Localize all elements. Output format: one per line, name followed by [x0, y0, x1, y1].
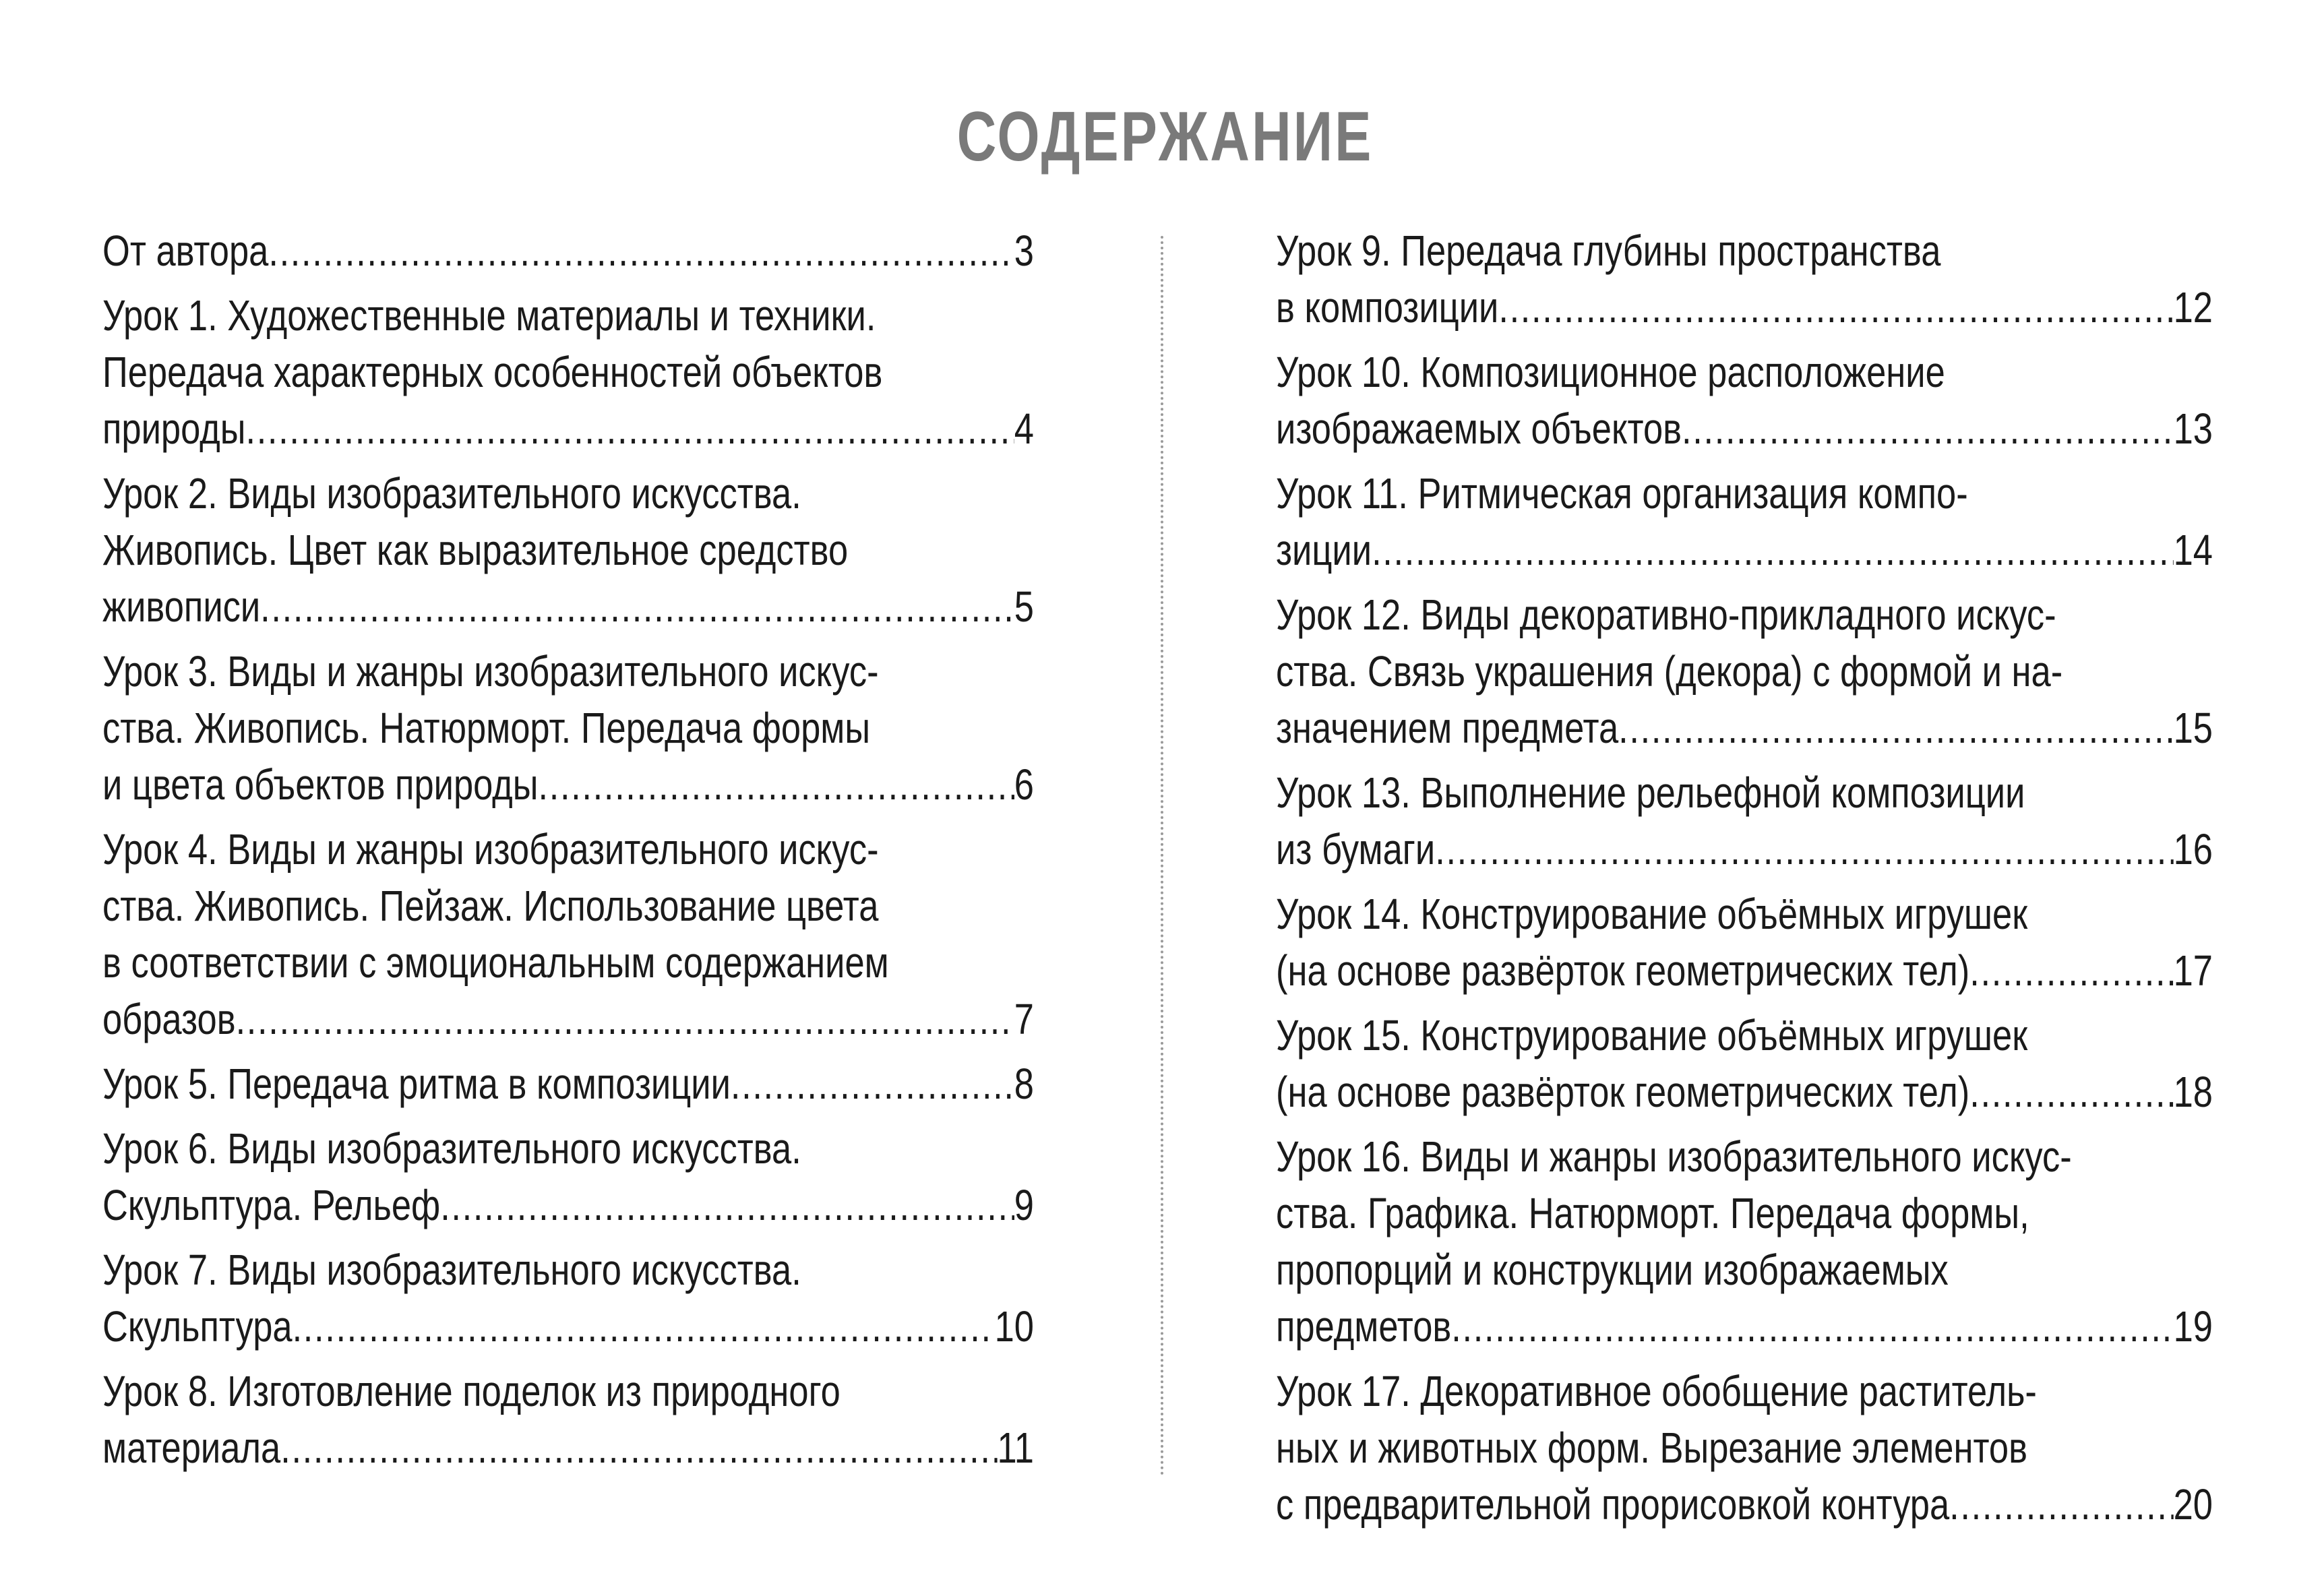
toc-entry-line: Урок 10. Композиционное расположение: [1276, 348, 1945, 396]
toc-entry-line: Передача характерных особенностей объектов: [102, 348, 883, 396]
dot-leader: [236, 991, 1014, 1047]
toc-entry-text: значением предмета: [1276, 704, 1619, 752]
toc-entry-line: Живопись. Цвет как выразительное средство: [102, 526, 849, 574]
dot-leader: [1435, 821, 2173, 878]
toc-entry-last-line: [1276, 1476, 2213, 1533]
toc-entry: [102, 1055, 1034, 1112]
toc-entry-line: Урок 15. Конструирование объёмных игрушек: [1276, 1011, 2028, 1060]
toc-entry-line: ства. Графика. Натюрморт. Передача формы,: [1276, 1189, 2029, 1237]
toc-entry: [1276, 222, 2213, 336]
dot-leader: [1969, 1064, 2173, 1120]
page-number: 16: [2173, 825, 2213, 874]
toc-entry-last-line: [102, 578, 1034, 635]
dot-leader: [245, 400, 1014, 457]
toc-entry-last-line: [102, 1298, 1034, 1355]
toc-entry: [102, 1120, 1034, 1233]
toc-entry-text: предметов: [1276, 1302, 1452, 1351]
page-number: 15: [2173, 704, 2213, 752]
toc-entry: [102, 465, 1034, 635]
toc-entry-last-line: [1276, 700, 2213, 756]
toc-entry-line: ства. Живопись. Натюрморт. Передача формы: [102, 704, 871, 752]
toc-entry-last-line: [1276, 1064, 2213, 1120]
page-number: 6: [1014, 760, 1034, 809]
toc-entry-line: Урок 4. Виды и жанры изобразительного искус-: [102, 825, 879, 874]
toc-entry-line: Урок 7. Виды изобразительного искусства.: [102, 1246, 801, 1294]
dot-leader: [280, 1419, 997, 1476]
page-number: 4: [1014, 404, 1034, 453]
toc-entry-text: в композиции: [1276, 283, 1499, 332]
toc-entry-line: Урок 13. Выполнение рельефной композиции: [1276, 768, 2025, 817]
dot-leader: [1949, 1476, 2173, 1533]
toc-entry-line: ства. Живопись. Пейзаж. Использование цвета: [102, 882, 879, 930]
page-number: 17: [2173, 946, 2213, 995]
page-number: 19: [2173, 1302, 2213, 1351]
dot-leader: [1682, 400, 2174, 457]
dot-leader: [440, 1177, 1014, 1233]
toc-entry-text: Скульптура: [102, 1302, 293, 1351]
toc-entry: [1276, 1363, 2213, 1533]
dot-leader: [1451, 1298, 2173, 1355]
toc-entry-text: живописи: [102, 582, 261, 631]
toc-entry-line: Урок 3. Виды и жанры изобразительного искус-: [102, 647, 879, 696]
toc-entry: [1276, 1128, 2213, 1355]
toc-entry-last-line: [1276, 522, 2213, 578]
page-title: СОДЕРЖАНИЕ: [956, 98, 1374, 176]
toc-entry: [1276, 886, 2213, 999]
toc-entry-line: ных и животных форм. Вырезание элементов: [1276, 1423, 2027, 1472]
dot-leader: [1498, 279, 2173, 336]
toc-entry-line: Урок 12. Виды декоративно-прикладного искус-: [1276, 590, 2056, 639]
dot-leader: [260, 578, 1014, 635]
column-divider: [1161, 236, 1163, 1476]
toc-entry: [102, 1242, 1034, 1355]
dot-leader: [731, 1055, 1014, 1112]
toc-entry-text: изображаемых объектов: [1276, 404, 1682, 453]
toc-entry-line: ства. Связь украшения (декора) с формой и на-: [1276, 647, 2063, 696]
toc-entry-last-line: [102, 222, 1034, 279]
toc-entry-last-line: [102, 1055, 1034, 1112]
toc-entry: [1276, 1007, 2213, 1120]
toc-entry-text: из бумаги: [1276, 825, 1436, 874]
toc-entry-last-line: [102, 1419, 1034, 1476]
dot-leader: [1618, 700, 2173, 756]
page-number: 9: [1014, 1181, 1034, 1229]
toc-entry-last-line: [102, 756, 1034, 813]
dot-leader: [1372, 522, 2174, 578]
toc-entry: [1276, 586, 2213, 756]
toc-entry-text: Скульптура. Рельеф: [102, 1181, 441, 1229]
page-number: 14: [2173, 526, 2213, 574]
toc-entry-line: Урок 2. Виды изобразительного искусства.: [102, 469, 801, 518]
toc-entry-line: Урок 1. Художественные материалы и техники.: [102, 291, 876, 340]
toc-entry-text: (на основе развёрток геометрических тел): [1276, 1068, 1970, 1116]
page-number: 18: [2173, 1068, 2213, 1116]
toc-entry-text: зиции: [1276, 526, 1372, 574]
page-number: 10: [994, 1302, 1034, 1351]
toc-entry: [102, 222, 1034, 279]
toc-entry-line: Урок 17. Декоративное обобщение раститель-: [1276, 1367, 2037, 1415]
toc-entry-last-line: [102, 991, 1034, 1047]
page-number: 12: [2173, 283, 2213, 332]
toc-entry-text: (на основе развёрток геометрических тел): [1276, 946, 1970, 995]
toc-entry: [1276, 764, 2213, 878]
page-number: 7: [1014, 995, 1034, 1043]
toc-entry-last-line: [1276, 279, 2213, 336]
toc-entry-line: Урок 14. Конструирование объёмных игрушек: [1276, 890, 2028, 938]
page-number: 8: [1014, 1060, 1034, 1108]
toc-entry-last-line: [102, 1177, 1034, 1233]
toc-entry-line: Урок 11. Ритмическая организация компо-: [1276, 469, 1968, 518]
toc-entry-last-line: [1276, 942, 2213, 999]
toc-left-column: [102, 222, 1174, 1484]
toc-entry-last-line: [1276, 821, 2213, 878]
toc-entry-text: образов: [102, 995, 236, 1043]
toc-entry: [102, 287, 1034, 457]
page-number: 11: [997, 1423, 1034, 1472]
toc-entry-line: пропорций и конструкции изображаемых: [1276, 1246, 1949, 1294]
toc-entry: [102, 1363, 1034, 1476]
toc-entry-text: От автора: [102, 226, 269, 275]
toc-entry-line: Урок 8. Изготовление поделок из природного: [102, 1367, 840, 1415]
toc-entry-text: с предварительной прорисовкой контура: [1276, 1480, 1950, 1529]
toc-entry-text: Урок 5. Передача ритма в композиции: [102, 1060, 731, 1108]
dot-leader: [539, 756, 1014, 813]
page-number: 5: [1014, 582, 1034, 631]
toc-entry-last-line: [102, 400, 1034, 457]
toc-entry: [1276, 344, 2213, 457]
toc-entry-text: природы: [102, 404, 246, 453]
page-number: 20: [2173, 1480, 2213, 1529]
toc-entry: [1276, 465, 2213, 578]
toc-entry-text: материала: [102, 1423, 281, 1472]
toc-entry-text: и цвета объектов природы: [102, 760, 539, 809]
toc-entry: [102, 643, 1034, 813]
dot-leader: [1969, 942, 2173, 999]
toc-entry-last-line: [1276, 400, 2213, 457]
page-number: 13: [2173, 404, 2213, 453]
dot-leader: [293, 1298, 995, 1355]
toc-entry: [102, 821, 1034, 1047]
toc-entry-line: Урок 16. Виды и жанры изобразительного искус-: [1276, 1132, 2072, 1181]
dot-leader: [268, 222, 1014, 279]
toc-entry-line: Урок 9. Передача глубины пространства: [1276, 226, 1941, 275]
toc-entry-line: в соответствии с эмоциональным содержанием: [102, 938, 889, 987]
toc-entry-line: Урок 6. Виды изобразительного искусства.: [102, 1124, 801, 1173]
page-number: 3: [1014, 226, 1034, 275]
toc-right-column: [1276, 222, 2324, 1541]
toc-entry-last-line: [1276, 1298, 2213, 1355]
